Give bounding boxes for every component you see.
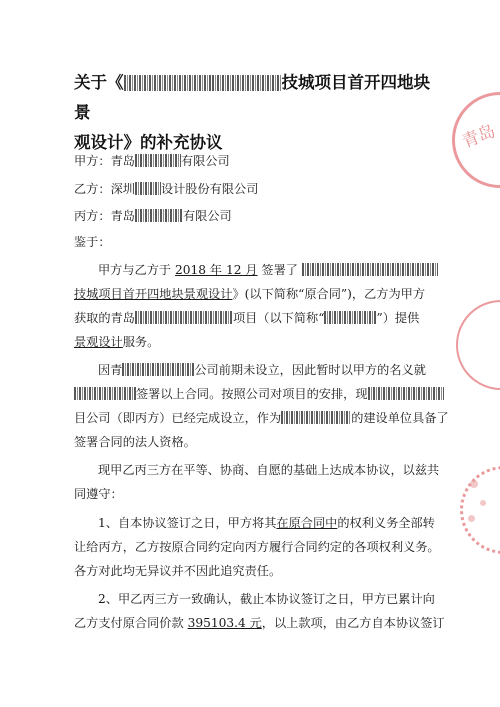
para1-line1	[98, 261, 438, 278]
seal-ink-speck	[480, 500, 486, 506]
para2-line3	[74, 409, 449, 426]
para3-line2: 同遵守：	[74, 487, 123, 501]
para2-text: 签署以上合同。按照公司对项目的安排，现	[136, 387, 368, 401]
clause1-line1	[98, 514, 435, 531]
redacted-text	[135, 209, 183, 222]
seal-ink-speck	[470, 480, 478, 488]
clause1-line3: 各方对此均无异议并不因此追究责任。	[74, 564, 282, 578]
service-name: 景观设计	[74, 335, 123, 349]
party-c-line	[74, 207, 232, 224]
company-seal	[460, 466, 500, 554]
clause1-text: 的权利义务全部转	[337, 516, 435, 530]
party-a-name-pre: 青岛	[110, 154, 135, 168]
redacted-text	[122, 363, 194, 376]
document-title	[74, 68, 434, 158]
clause2-text: 乙方支付原合同价款	[74, 616, 184, 630]
party-b-label: 乙方：	[74, 182, 111, 196]
party-a-name-post: 有限公司	[180, 154, 230, 168]
para1-text: 签署了	[261, 263, 298, 277]
company-seal-text: 青岛	[459, 121, 499, 153]
para2-text: 的建设单位具备了	[351, 411, 449, 425]
redacted-text	[212, 75, 282, 91]
company-seal	[456, 300, 500, 390]
party-c-name-pre: 青岛	[110, 209, 135, 223]
redacted-text	[135, 154, 181, 167]
clause1-line2: 让给丙方，乙方按原合同约定向丙方履行合同约定的各项权利义务。	[74, 540, 440, 554]
clause1-underlined: 在原合同中	[276, 516, 338, 530]
para2-line4: 签署合同的法人资格。	[74, 435, 196, 449]
project-name: 技城项目首开四地块景观设计	[74, 287, 233, 301]
party-b-name-post: 设计股份有限公司	[160, 182, 259, 196]
party-b-line	[74, 180, 258, 197]
party-c-name-post: 有限公司	[182, 209, 232, 223]
para1-text: 甲方与乙方于	[98, 263, 172, 277]
para1-text: 项目（以下简称“	[232, 311, 325, 325]
para3-line1: 现甲乙丙三方在平等、协商、自愿的基础上达成本协议，以兹共	[98, 463, 440, 477]
title-line1-end: 目首开四地块景	[74, 73, 430, 122]
title-mid: 技城项	[281, 73, 331, 92]
para2-line2	[74, 385, 444, 402]
seal-ink-speck	[468, 515, 475, 522]
party-c-label: 丙方：	[74, 209, 111, 223]
redacted-text	[74, 387, 136, 400]
redacted-text	[124, 75, 212, 91]
para1-text: 获取的青岛	[74, 311, 135, 325]
para1-line3	[74, 309, 419, 326]
redacted-text	[135, 311, 233, 324]
redacted-text	[281, 411, 351, 424]
title-line2: 观设计》的补充协议	[74, 133, 223, 152]
para1-text: ”）提供	[376, 311, 420, 325]
clause2-text: ，以上款项，由乙方自本协议签订	[261, 616, 445, 630]
redacted-text	[135, 182, 161, 195]
whereas-label: 鉴于：	[74, 235, 111, 249]
payment-amount: 395103.4 元	[187, 616, 262, 630]
para2-text: 目公司（即丙方）已经完成设立，作为	[74, 411, 282, 425]
redacted-text	[368, 387, 444, 400]
clause1-text: 1、自本协议签订之日，甲方将其	[98, 516, 277, 530]
party-a-line	[74, 152, 230, 169]
party-b-name-pre: 深圳	[110, 182, 135, 196]
clause2-line2	[74, 614, 445, 631]
para1-line4	[74, 333, 159, 350]
redacted-text	[324, 311, 376, 324]
para2-text: 因青	[98, 363, 123, 377]
redacted-text	[302, 263, 438, 276]
party-a-label: 甲方：	[74, 154, 111, 168]
title-prefix: 关于《	[74, 73, 124, 92]
para2-text: 公司前期未设立，因此暂时以甲方的名义就	[194, 363, 426, 377]
para1-line2	[74, 285, 425, 302]
clause2-line1: 2、甲乙丙三方一致确认，截止本协议签订之日，甲方已累计向	[98, 592, 435, 606]
para1-text: 服务。	[122, 335, 160, 349]
para2-line1	[98, 361, 426, 378]
contract-date: 2018 年 12 月	[175, 263, 258, 277]
para1-text: 》(以下简称“原合同”)，乙方为甲方	[232, 287, 426, 301]
